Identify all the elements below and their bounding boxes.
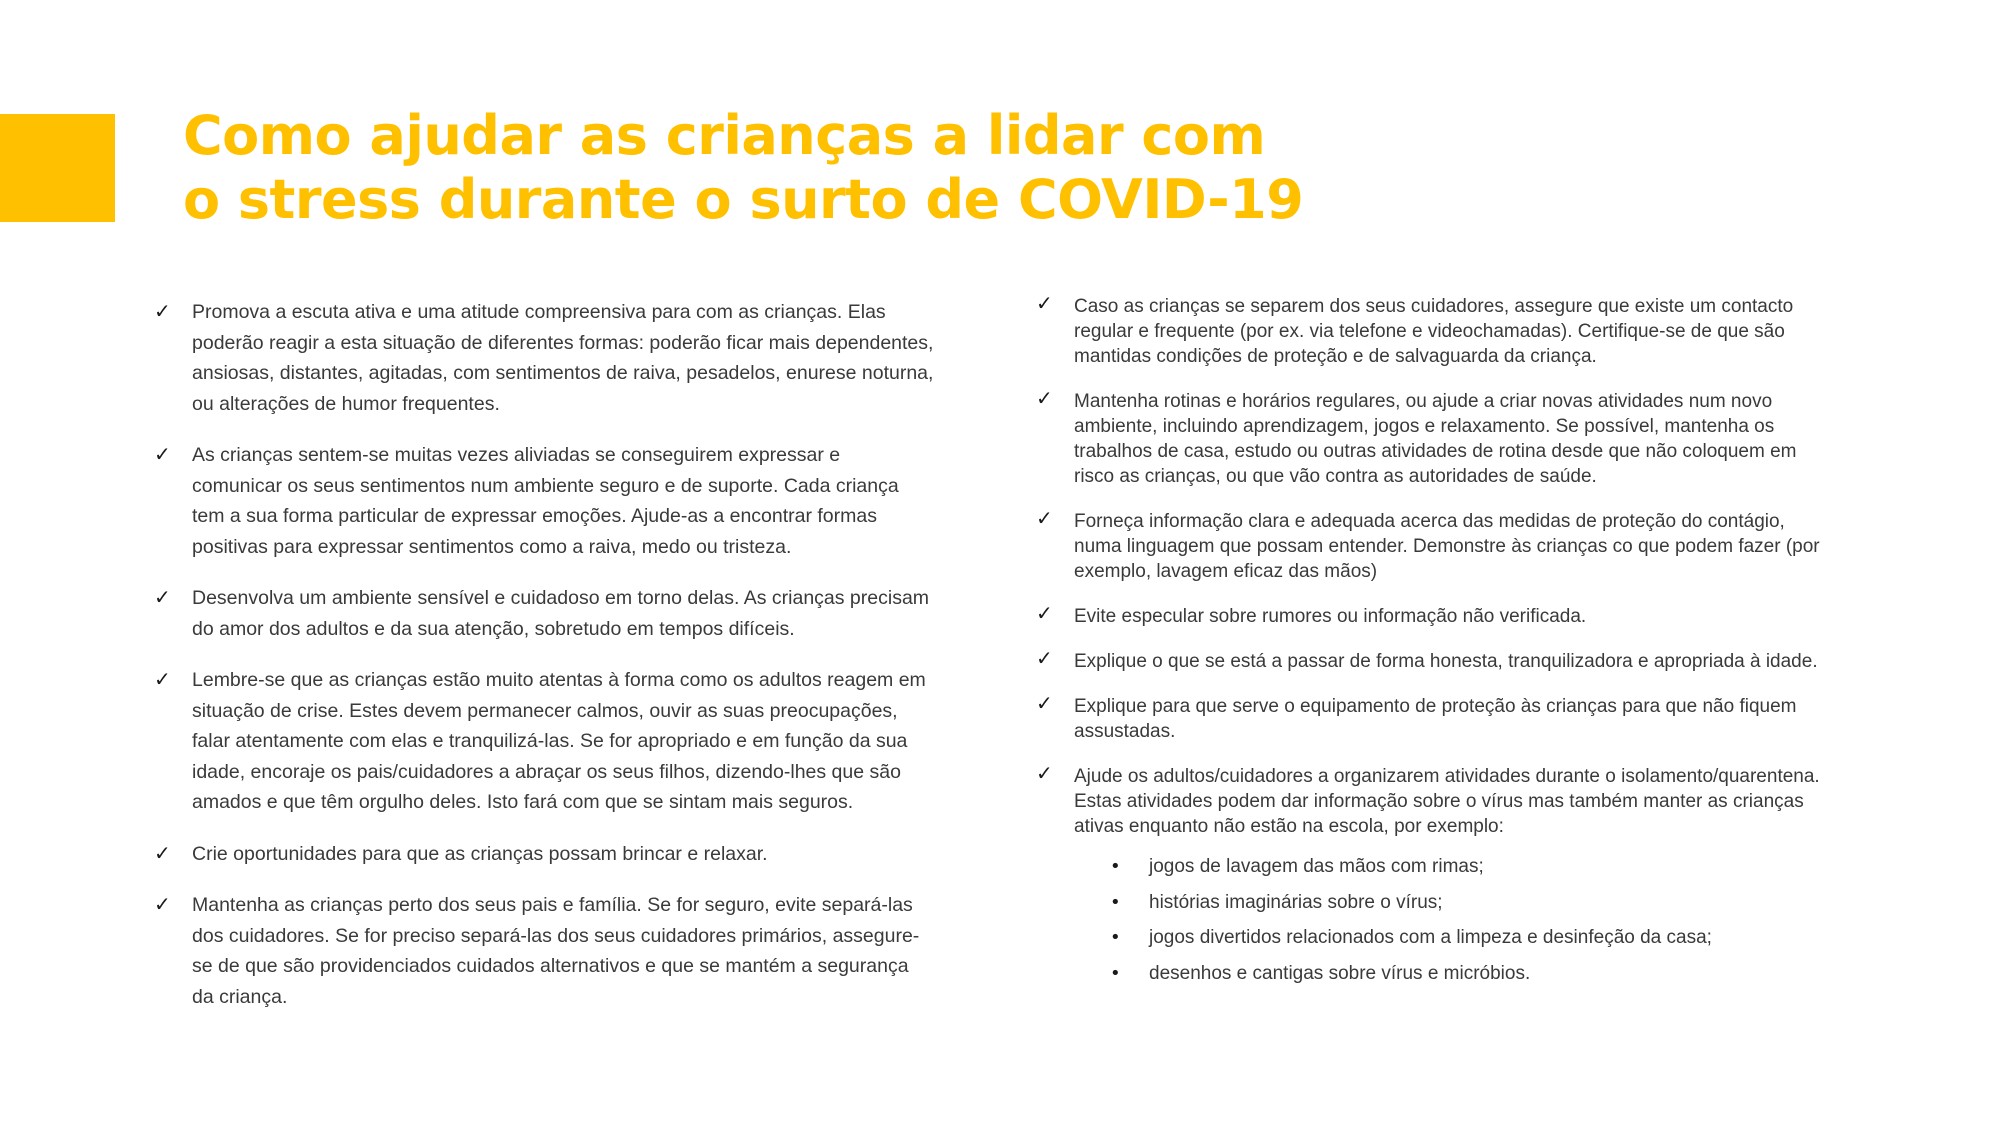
list-item [154, 440, 934, 562]
list-item [154, 297, 934, 419]
check-icon: ✓ [154, 892, 171, 916]
check-icon: ✓ [1036, 601, 1053, 625]
list-item [154, 665, 934, 818]
right-column-list [1036, 291, 1821, 1011]
list-item-text: Mantenha rotinas e horários regulares, ou ajude a criar novas atividades num novo ambiente, incluindo aprendizagem, jogos e relaxamento. Se possível, mantenha os trabalhos de casa, estudo ou outras atividades de rotina desde que não coloquem em risco as crianças, ou que vão contra as autoridades de saúde. [1074, 391, 1797, 487]
slide-title [183, 104, 1304, 232]
list-item-text: Forneça informação clara e adequada acerca das medidas de proteção do contágio, numa linguagem que possam entender. Demonstre às crianças co que podem fazer (por exemplo, lavagem eficaz das mãos) [1074, 511, 1820, 582]
list-item-text: Evite especular sobre rumores ou informação não verificada. [1074, 606, 1587, 627]
check-icon: ✓ [1036, 691, 1053, 715]
list-item [154, 583, 934, 644]
list-item-text: As crianças sentem-se muitas vezes aliviadas se conseguirem expressar e comunicar os seus sentimentos num ambiente seguro e de suporte. Cada criança tem a sua forma particular de expressar emoções. Ajude-as a encontrar formas positivas para expressar sentimentos como a raiva, medo ou tristeza. [192, 444, 899, 558]
list-item [154, 890, 934, 1012]
check-icon: ✓ [1036, 386, 1053, 410]
list-item [1036, 291, 1821, 369]
check-icon: ✓ [1036, 646, 1053, 670]
title-line-1: Como ajudar as crianças a lidar com [183, 104, 1266, 167]
check-icon: ✓ [154, 299, 171, 323]
list-item [154, 839, 934, 870]
list-item-text: Explique o que se está a passar de forma honesta, tranquilizadora e apropriada à idade. [1074, 651, 1818, 672]
check-icon: ✓ [154, 442, 171, 466]
sub-list-item-text: jogos divertidos relacionados com a limpeza e desinfeção da casa; [1149, 927, 1712, 948]
sub-list-item-text: jogos de lavagem das mãos com rimas; [1149, 856, 1484, 877]
check-icon: ✓ [1036, 761, 1053, 785]
check-icon: ✓ [1036, 291, 1053, 315]
list-item [1036, 601, 1821, 629]
list-item-text: Ajude os adultos/cuidadores a organizarem atividades durante o isolamento/quarentena. Estas atividades podem dar informação sobre o vírus mas também manter as crianças ativas enquanto não estão na escola, por exemplo: [1074, 766, 1820, 837]
sub-list-item [1074, 849, 1821, 885]
list-item-text: Lembre-se que as crianças estão muito atentas à forma como os adultos reagem em situação de crise. Estes devem permanecer calmos, ouvir as suas preocupações, falar atentamente com elas e tranquilizá-las. Se for apropriado e em função da sua idade, encoraje os pais/cuidadores a abraçar os seus filhos, dizendo-lhes que são amados e que têm orgulho deles. Isto fará com que se sintam mais seguros. [192, 669, 926, 813]
activity-examples-list [1074, 849, 1821, 991]
accent-block [0, 114, 115, 222]
check-icon: ✓ [1036, 506, 1053, 530]
bullet-icon: • [1110, 927, 1121, 948]
sub-list-item [1074, 885, 1821, 921]
sub-list-item [1074, 920, 1821, 956]
list-item-text: Mantenha as crianças perto dos seus pais e família. Se for seguro, evite separá-las dos cuidadores. Se for preciso separá-las dos seus cuidadores primários, assegure-se de que são providenciados cuidados alternativos e que se mantém a segurança da criança. [192, 894, 920, 1008]
bullet-icon: • [1110, 856, 1121, 877]
sub-list-item-text: desenhos e cantigas sobre vírus e micróbios. [1149, 962, 1531, 984]
bullet-icon: • [1110, 962, 1121, 984]
list-item-text: Crie oportunidades para que as crianças possam brincar e relaxar. [192, 842, 768, 865]
check-icon: ✓ [154, 667, 171, 691]
sub-list-item-text: histórias imaginárias sobre o vírus; [1149, 891, 1443, 913]
bullet-icon: • [1110, 891, 1121, 913]
sub-list-item [1074, 956, 1821, 992]
list-item-text: Desenvolva um ambiente sensível e cuidadoso em torno delas. As crianças precisam do amor dos adultos e da sua atenção, sobretudo em tempos difíceis. [192, 587, 930, 640]
list-item [1036, 646, 1821, 674]
list-item-text: Promova a escuta ativa e uma atitude compreensiva para com as crianças. Elas poderão reagir a esta situação de diferentes formas: poderão ficar mais dependentes, ansiosas, distantes, agitadas, com sentimentos de raiva, pesadelos, enurese noturna, ou alterações de humor frequentes. [192, 301, 934, 415]
list-item [1036, 761, 1821, 991]
check-icon: ✓ [154, 585, 171, 609]
left-column-list [154, 297, 934, 1033]
list-item-text: Caso as crianças se separem dos seus cuidadores, assegure que existe um contacto regular e frequente (por ex. via telefone e videochamadas). Certifique-se de que são mantidas condições de proteção e de salvaguarda da criança. [1074, 296, 1794, 367]
title-line-2: o stress durante o surto de COVID-19 [183, 168, 1304, 231]
list-item [1036, 506, 1821, 584]
check-icon: ✓ [154, 840, 171, 865]
list-item [1036, 386, 1821, 489]
list-item [1036, 691, 1821, 744]
list-item-text: Explique para que serve o equipamento de proteção às crianças para que não fiquem assustadas. [1074, 696, 1797, 742]
